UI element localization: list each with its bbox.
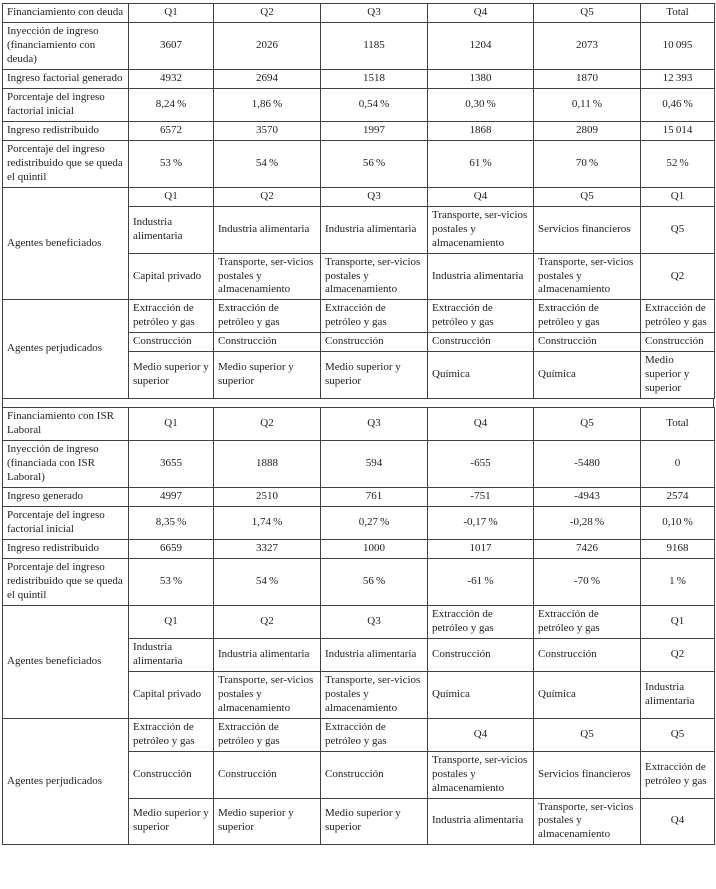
metric-value-cell: 6659 [129, 540, 214, 559]
metric-value-cell: 53 % [129, 558, 214, 605]
section-label-cell: Agentes perjudicados [3, 300, 129, 399]
agent-cell: Química [534, 671, 641, 718]
agent-cell: Construcción [214, 333, 321, 352]
metric-value-cell: 10 095 [641, 22, 715, 69]
metric-row [3, 488, 715, 507]
metric-label-cell: Ingreso redistribuido [3, 540, 129, 559]
agent-cell: Q4 [428, 718, 534, 751]
metric-value-cell: 1 % [641, 558, 715, 605]
metric-value-cell: 1,86 % [214, 88, 321, 121]
table-header-row [3, 408, 715, 441]
metric-value-cell: -5480 [534, 441, 641, 488]
metric-value-cell: 4997 [129, 488, 214, 507]
metric-value-cell: 2073 [534, 22, 641, 69]
metric-row [3, 558, 715, 605]
agent-cell: Q4 [428, 187, 534, 206]
agent-cell: Q4 [641, 798, 715, 845]
agent-cell: Extracción de petróleo y gas [534, 605, 641, 638]
metric-value-cell: -751 [428, 488, 534, 507]
metric-label-cell: Porcentaje del ingreso redistribuido que se queda el quintil [3, 140, 129, 187]
agent-cell: Extracción de petróleo y gas [428, 300, 534, 333]
metric-value-cell: 1185 [321, 22, 428, 69]
metric-value-cell: 594 [321, 441, 428, 488]
metric-value-cell: 3655 [129, 441, 214, 488]
agent-cell: Transporte, ser-vicios postales y almacenamiento [534, 798, 641, 845]
metric-row [3, 69, 715, 88]
agent-cell: Química [534, 352, 641, 399]
agent-cell: Q5 [641, 206, 715, 253]
agent-cell: Medio superior y superior [129, 798, 214, 845]
metric-value-cell: 1380 [428, 69, 534, 88]
quintile-column-header-cell: Q5 [534, 4, 641, 23]
agent-cell: Transporte, ser-vicios postales y almacenamiento [321, 253, 428, 300]
metric-value-cell: 12 393 [641, 69, 715, 88]
agent-cell: Química [428, 671, 534, 718]
agent-cell: Q3 [321, 187, 428, 206]
agent-cell: Medio superior y superior [321, 798, 428, 845]
metric-row [3, 88, 715, 121]
metric-value-cell: 1000 [321, 540, 428, 559]
quintile-column-header-cell: Q1 [129, 408, 214, 441]
metric-value-cell: 9168 [641, 540, 715, 559]
metric-label-cell: Porcentaje del ingreso factorial inicial [3, 88, 129, 121]
metric-value-cell: 8,24 % [129, 88, 214, 121]
agent-cell: Industria alimentaria [321, 638, 428, 671]
agent-cell: Transporte, ser-vicios postales y almacenamiento [214, 253, 321, 300]
agent-row [3, 718, 715, 751]
labor-isr-financing-table-body [3, 408, 715, 845]
agent-cell: Extracción de petróleo y gas [214, 300, 321, 333]
agent-cell: Extracción de petróleo y gas [321, 300, 428, 333]
metric-row [3, 441, 715, 488]
agent-cell: Q2 [214, 605, 321, 638]
agent-cell: Q5 [641, 718, 715, 751]
quintile-column-header-cell: Total [641, 408, 715, 441]
metric-row [3, 140, 715, 187]
agent-cell: Capital privado [129, 253, 214, 300]
metric-value-cell: 0,30 % [428, 88, 534, 121]
agent-cell: Q2 [214, 187, 321, 206]
agent-cell: Construcción [321, 333, 428, 352]
metric-value-cell: 61 % [428, 140, 534, 187]
metric-label-cell: Ingreso generado [3, 488, 129, 507]
metric-value-cell: 7426 [534, 540, 641, 559]
agent-cell: Industria alimentaria [321, 206, 428, 253]
debt-financing-table-body [3, 4, 715, 399]
metric-value-cell: 56 % [321, 140, 428, 187]
metric-value-cell: 2026 [214, 22, 321, 69]
agent-cell: Extracción de petróleo y gas [129, 718, 214, 751]
section-label-cell: Agentes beneficiados [3, 605, 129, 718]
metric-value-cell: -0,17 % [428, 507, 534, 540]
agent-cell: Industria alimentaria [214, 206, 321, 253]
metric-value-cell: -61 % [428, 558, 534, 605]
metric-label-cell: Inyección de ingreso (financiamiento con deuda) [3, 22, 129, 69]
metric-value-cell: -0,28 % [534, 507, 641, 540]
metric-value-cell: 53 % [129, 140, 214, 187]
metric-label-cell: Ingreso redistribuido [3, 121, 129, 140]
agent-cell: Extracción de petróleo y gas [641, 751, 715, 798]
quintile-column-header-cell: Q1 [129, 4, 214, 23]
agent-cell: Transporte, ser-vicios postales y almacenamiento [534, 253, 641, 300]
quintile-column-header-cell: Q5 [534, 408, 641, 441]
metric-value-cell: 0 [641, 441, 715, 488]
agent-cell: Servicios financieros [534, 206, 641, 253]
metric-value-cell: 2574 [641, 488, 715, 507]
agent-cell: Medio superior y superior [214, 798, 321, 845]
metric-value-cell: 6572 [129, 121, 214, 140]
quintile-column-header-cell: Q4 [428, 408, 534, 441]
metric-value-cell: 1870 [534, 69, 641, 88]
agent-cell: Q1 [129, 605, 214, 638]
metric-value-cell: 2809 [534, 121, 641, 140]
agent-cell: Extracción de petróleo y gas [641, 300, 715, 333]
agent-cell: Transporte, ser-vicios postales y almacenamiento [214, 671, 321, 718]
metric-value-cell: 54 % [214, 140, 321, 187]
agent-cell: Construcción [534, 333, 641, 352]
metric-label-cell: Porcentaje del ingreso redistribuido que se queda el quintil [3, 558, 129, 605]
agent-cell: Capital privado [129, 671, 214, 718]
agent-cell: Transporte, ser-vicios postales y almacenamiento [428, 206, 534, 253]
agent-cell: Medio superior y superior [641, 352, 715, 399]
agent-cell: Extracción de petróleo y gas [428, 605, 534, 638]
agent-cell: Medio superior y superior [129, 352, 214, 399]
metric-value-cell: -655 [428, 441, 534, 488]
agent-cell: Industria alimentaria [641, 671, 715, 718]
agent-cell: Construcción [214, 751, 321, 798]
agent-cell: Q3 [321, 605, 428, 638]
agent-cell: Industria alimentaria [129, 638, 214, 671]
quintile-column-header-cell: Q4 [428, 4, 534, 23]
agent-cell: Construcción [321, 751, 428, 798]
metric-value-cell: 0,11 % [534, 88, 641, 121]
agent-cell: Q2 [641, 253, 715, 300]
agent-cell: Q5 [534, 718, 641, 751]
agent-cell: Construcción [129, 333, 214, 352]
metric-value-cell: 2694 [214, 69, 321, 88]
metric-row [3, 507, 715, 540]
agent-row [3, 300, 715, 333]
metric-value-cell: 1017 [428, 540, 534, 559]
metric-value-cell: -4943 [534, 488, 641, 507]
agent-cell: Industria alimentaria [129, 206, 214, 253]
agent-cell: Q1 [641, 605, 715, 638]
quintile-column-header-cell: Q2 [214, 408, 321, 441]
metric-row [3, 121, 715, 140]
agent-cell: Extracción de petróleo y gas [129, 300, 214, 333]
agent-cell: Construcción [641, 333, 715, 352]
metric-value-cell: -70 % [534, 558, 641, 605]
agent-cell: Industria alimentaria [428, 253, 534, 300]
agent-cell: Medio superior y superior [214, 352, 321, 399]
metric-value-cell: 1,74 % [214, 507, 321, 540]
metric-value-cell: 4932 [129, 69, 214, 88]
metric-value-cell: 0,10 % [641, 507, 715, 540]
agent-cell: Construcción [534, 638, 641, 671]
agent-cell: Q1 [129, 187, 214, 206]
metric-value-cell: 2510 [214, 488, 321, 507]
metric-value-cell: 0,54 % [321, 88, 428, 121]
agent-cell: Construcción [129, 751, 214, 798]
quintile-column-header-cell: Q3 [321, 4, 428, 23]
table-title-cell: Financiamiento con ISR Laboral [3, 408, 129, 441]
metric-value-cell: 1997 [321, 121, 428, 140]
agent-cell: Industria alimentaria [428, 798, 534, 845]
agent-cell: Construcción [428, 333, 534, 352]
quintile-column-header-cell: Total [641, 4, 715, 23]
agent-cell: Química [428, 352, 534, 399]
metric-value-cell: 1518 [321, 69, 428, 88]
metric-value-cell: 54 % [214, 558, 321, 605]
agent-cell: Transporte, ser-vicios postales y almacenamiento [321, 671, 428, 718]
agent-cell: Construcción [428, 638, 534, 671]
agent-cell: Q5 [534, 187, 641, 206]
agent-cell: Transporte, ser-vicios postales y almacenamiento [428, 751, 534, 798]
metric-value-cell: 0,46 % [641, 88, 715, 121]
table-title-cell: Financiamiento con deuda [3, 4, 129, 23]
table-header-row [3, 4, 715, 23]
agent-cell: Industria alimentaria [214, 638, 321, 671]
quintile-column-header-cell: Q2 [214, 4, 321, 23]
metric-label-cell: Ingreso factorial generado [3, 69, 129, 88]
metric-value-cell: 1204 [428, 22, 534, 69]
metric-value-cell: 1868 [428, 121, 534, 140]
metric-value-cell: 3607 [129, 22, 214, 69]
metric-value-cell: 3570 [214, 121, 321, 140]
agent-cell: Q2 [641, 638, 715, 671]
metric-value-cell: 70 % [534, 140, 641, 187]
labor-isr-financing-table [2, 407, 715, 845]
agent-cell: Extracción de petróleo y gas [214, 718, 321, 751]
metric-value-cell: 52 % [641, 140, 715, 187]
debt-financing-table [2, 3, 715, 399]
agent-cell: Q1 [641, 187, 715, 206]
metric-value-cell: 1888 [214, 441, 321, 488]
agent-cell: Servicios financieros [534, 751, 641, 798]
metric-value-cell: 8,35 % [129, 507, 214, 540]
metric-value-cell: 15 014 [641, 121, 715, 140]
agent-row [3, 605, 715, 638]
metric-row [3, 22, 715, 69]
agent-cell: Extracción de petróleo y gas [534, 300, 641, 333]
metric-value-cell: 761 [321, 488, 428, 507]
metric-label-cell: Porcentaje del ingreso factorial inicial [3, 507, 129, 540]
agent-cell: Medio superior y superior [321, 352, 428, 399]
agent-cell: Extracción de petróleo y gas [321, 718, 428, 751]
quintile-column-header-cell: Q3 [321, 408, 428, 441]
metric-value-cell: 0,27 % [321, 507, 428, 540]
section-label-cell: Agentes beneficiados [3, 187, 129, 300]
metric-value-cell: 56 % [321, 558, 428, 605]
metric-label-cell: Inyección de ingreso (financiada con ISR Laboral) [3, 441, 129, 488]
metric-row [3, 540, 715, 559]
section-label-cell: Agentes perjudicados [3, 718, 129, 845]
agent-row [3, 187, 715, 206]
metric-value-cell: 3327 [214, 540, 321, 559]
